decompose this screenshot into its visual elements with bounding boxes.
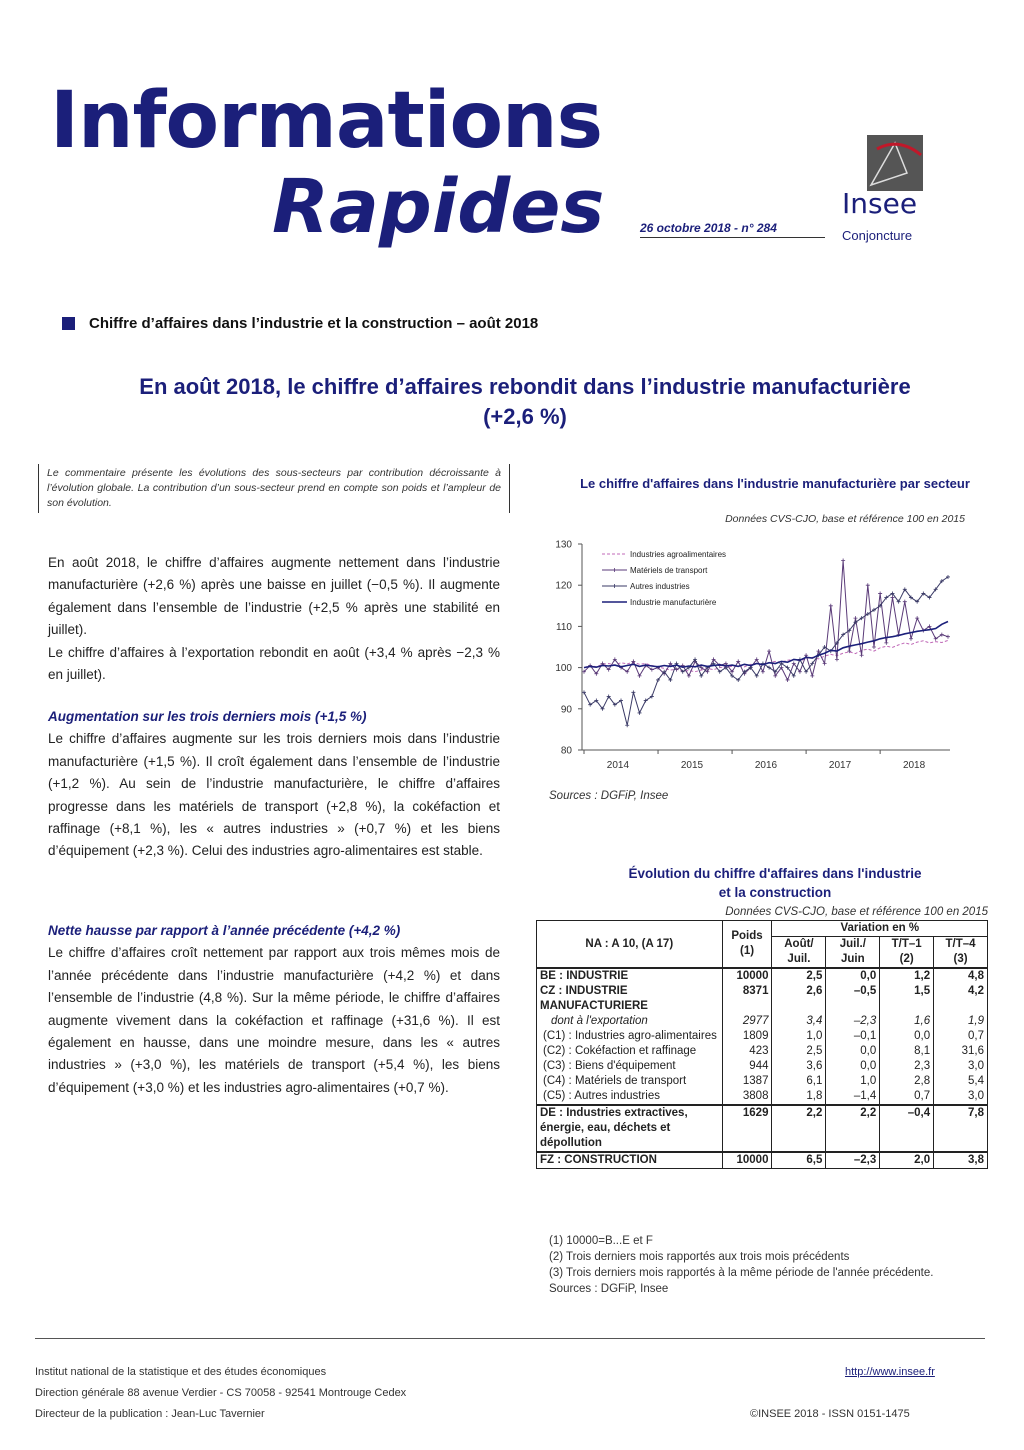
chart-title: Le chiffre d'affaires dans l'industrie manufacturière par secteur bbox=[580, 476, 970, 491]
x-tick-label: 2015 bbox=[680, 760, 704, 771]
x-tick-label: 2017 bbox=[828, 760, 852, 771]
data-point bbox=[860, 653, 864, 657]
data-point bbox=[890, 596, 894, 600]
row-juil: 1,0 bbox=[826, 1074, 880, 1089]
table-title bbox=[560, 864, 990, 902]
row-label: CZ : INDUSTRIE MANUFACTURIERE bbox=[537, 984, 723, 1014]
header-tt4-1: T/T–4 bbox=[945, 938, 976, 950]
row-tt1: 0,7 bbox=[880, 1089, 934, 1105]
row-juil: –0,5 bbox=[826, 984, 880, 1014]
row-tt1: 1,2 bbox=[880, 968, 934, 984]
row-aout: 6,5 bbox=[772, 1152, 826, 1169]
footer-institute: Institut national de la statistique et des études économiques bbox=[35, 1366, 327, 1378]
row-tt4: 31,6 bbox=[961, 1045, 984, 1057]
data-point bbox=[835, 657, 839, 661]
header-poids bbox=[722, 921, 772, 969]
paragraph-4: Le chiffre d’affaires croît nettement par rapport aux trois mêmes mois de l’année précédente dans l’industrie manufacturière (+4,2 %) et dans l’ensemble de l’industrie (4,8 %). Sur la même période, le chiffre d’affaires augmente vivement dans la cokéfaction et raffinage (+31,6 %). Il est également en hausse, dans une moindre mesure, dans les « autres industries » (+3,0 %), les matériels de transport (+5,4 %), les biens d’équipement (+3,0 %) et les industries agro-alimentaires (+0,7 %). bbox=[48, 945, 500, 1095]
headline-line-2: (+2,6 %) bbox=[483, 404, 567, 429]
row-label: (C3) : Biens d'équipement bbox=[537, 1059, 723, 1074]
data-point bbox=[884, 641, 888, 645]
y-tick-label: 80 bbox=[560, 745, 572, 757]
row-juil: –2,3 bbox=[826, 1152, 880, 1169]
data-point bbox=[878, 591, 882, 595]
paragraph-2: Le chiffre d’affaires à l’exportation rebondit en août (+3,4 % après −2,3 % en juillet). bbox=[48, 644, 500, 683]
data-point bbox=[903, 600, 907, 604]
issue-dateline: 26 octobre 2018 - n° 284 bbox=[640, 221, 825, 238]
y-tick-label: 100 bbox=[555, 663, 572, 675]
row-poids: 8371 bbox=[722, 984, 772, 1014]
header-aout-2: Juil. bbox=[787, 953, 811, 965]
row-juil: –2,3 bbox=[826, 1014, 880, 1029]
row-tt4: 3,8 bbox=[934, 1152, 988, 1169]
row-label: dont à l'exportation bbox=[537, 1014, 723, 1029]
row-tt1: 2,8 bbox=[880, 1074, 934, 1089]
row-tt4: 3,0 bbox=[968, 1060, 984, 1072]
masthead-subtitle: Rapides bbox=[272, 164, 605, 250]
chart-source: Sources : DGFiP, Insee bbox=[549, 790, 669, 802]
data-point bbox=[582, 690, 586, 694]
data-point bbox=[872, 645, 876, 649]
row-label: FZ : CONSTRUCTION bbox=[537, 1152, 723, 1169]
y-tick-label: 90 bbox=[560, 704, 572, 716]
footnote-2: (2) Trois derniers mois rapportés aux trois mois précédents bbox=[549, 1251, 850, 1263]
headline bbox=[60, 372, 990, 432]
table-row bbox=[537, 984, 988, 1014]
row-juil: 0,0 bbox=[826, 1044, 880, 1059]
subheading-1: Augmentation sur les trois derniers mois (+1,5 %) bbox=[48, 709, 367, 724]
data-point bbox=[631, 690, 635, 694]
data-point bbox=[638, 711, 642, 715]
header-juil bbox=[826, 937, 880, 969]
header-tt4-2: (3) bbox=[953, 953, 968, 965]
row-label: (C1) : Industries agro-alimentaires bbox=[537, 1029, 723, 1044]
row-juil: –1,4 bbox=[826, 1089, 880, 1105]
data-point bbox=[909, 637, 913, 641]
rubric bbox=[62, 315, 538, 332]
header-aout bbox=[772, 937, 826, 969]
logo-text: Insee bbox=[842, 187, 918, 220]
x-tick-label: 2014 bbox=[606, 760, 630, 771]
header-poids-1: Poids bbox=[731, 930, 763, 942]
chart-note: Données CVS-CJO, base et référence 100 en 2015 bbox=[725, 513, 965, 525]
table-row bbox=[537, 1089, 988, 1105]
data-point bbox=[810, 674, 814, 678]
data-point bbox=[915, 616, 919, 620]
table-row bbox=[537, 1029, 988, 1044]
rubric-text: Chiffre d’affaires dans l’industrie et la construction – août 2018 bbox=[89, 315, 539, 332]
data-point bbox=[829, 604, 833, 608]
row-aout: 2,2 bbox=[772, 1105, 826, 1152]
y-tick-label: 130 bbox=[555, 539, 572, 551]
row-tt1: 2,3 bbox=[880, 1059, 934, 1074]
row-label: (C2) : Cokéfaction et raffinage bbox=[537, 1044, 723, 1059]
row-tt1: –0,4 bbox=[880, 1105, 934, 1152]
row-poids: 1809 bbox=[722, 1029, 772, 1044]
square-bullet-icon bbox=[62, 317, 75, 330]
row-tt1: 0,0 bbox=[880, 1029, 934, 1044]
series-line-0 bbox=[584, 640, 948, 671]
header-poids-2: (1) bbox=[739, 945, 755, 957]
header-variation: Variation en % bbox=[772, 921, 988, 937]
masthead-title: Informations bbox=[50, 76, 603, 166]
row-poids: 1387 bbox=[722, 1074, 772, 1089]
logo-mark-icon bbox=[867, 135, 923, 191]
row-label: DE : Industries extractives, énergie, eau, déchets et dépollution bbox=[537, 1105, 723, 1152]
header-juil-2: Juin bbox=[840, 953, 865, 965]
table-row bbox=[537, 1014, 988, 1029]
headline-line-1: En août 2018, le chiffre d’affaires rebondit dans l’industrie manufacturière bbox=[139, 374, 911, 399]
table-row bbox=[537, 968, 988, 984]
legend-label: Industries agroalimentaires bbox=[630, 550, 727, 559]
row-aout: 2,5 bbox=[772, 968, 826, 984]
body-intro bbox=[48, 552, 500, 686]
row-tt4: 4,2 bbox=[968, 985, 984, 997]
data-point bbox=[946, 635, 950, 639]
row-poids: 10000 bbox=[722, 968, 772, 984]
table-row bbox=[537, 1044, 988, 1059]
row-tt1: 1,5 bbox=[880, 984, 934, 1014]
legend-label: Autres industries bbox=[630, 582, 690, 591]
data-point bbox=[767, 649, 771, 653]
row-aout: 3,4 bbox=[772, 1014, 826, 1029]
row-tt4: 1,9 bbox=[968, 1015, 984, 1027]
insee-logo bbox=[840, 135, 930, 247]
row-juil: 2,2 bbox=[826, 1105, 880, 1152]
row-poids: 10000 bbox=[722, 1152, 772, 1169]
data-point bbox=[853, 616, 857, 620]
footnote-source: Sources : DGFiP, Insee bbox=[549, 1283, 669, 1295]
data-point bbox=[841, 558, 845, 562]
table-note: Données CVS-CJO, base et référence 100 en 2015 bbox=[725, 906, 988, 918]
section-three-months bbox=[48, 706, 500, 863]
legend-label: Matériels de transport bbox=[630, 566, 708, 575]
data-table bbox=[536, 920, 988, 1169]
header-tt1-1: T/T–1 bbox=[891, 938, 922, 950]
header-tt4 bbox=[934, 937, 988, 969]
row-poids: 423 bbox=[722, 1044, 772, 1059]
table-title-line-1: Évolution du chiffre d'affaires dans l'industrie bbox=[628, 866, 922, 881]
line-chart bbox=[540, 532, 980, 782]
header-tt1-2: (2) bbox=[899, 953, 914, 965]
table-row bbox=[537, 1152, 988, 1169]
logo-conjoncture: Conjoncture bbox=[842, 228, 913, 243]
row-tt4: 7,8 bbox=[934, 1105, 988, 1152]
legend-label: Industrie manufacturière bbox=[630, 598, 717, 607]
row-label: BE : INDUSTRIE bbox=[537, 968, 723, 984]
row-aout: 2,6 bbox=[772, 984, 826, 1014]
footer-divider bbox=[35, 1338, 985, 1339]
row-aout: 1,8 bbox=[772, 1089, 826, 1105]
data-point bbox=[638, 674, 642, 678]
legend-marker bbox=[613, 568, 617, 572]
data-point bbox=[625, 723, 629, 727]
table-row bbox=[537, 1074, 988, 1089]
footnote-3: (3) Trois derniers mois rapportés à la même période de l'année précédente. bbox=[549, 1267, 934, 1279]
paragraph-1: En août 2018, le chiffre d’affaires augmente nettement dans l’industrie manufacturière (+2,6 %) après une baisse en juillet (−0,5 %). Il augmente également dans l’ensemble de l’industrie (+2,5 % après une stabilité en juillet). bbox=[48, 555, 500, 638]
footer-copyright: ©INSEE 2018 - ISSN 0151-1475 bbox=[750, 1408, 910, 1420]
y-tick-label: 110 bbox=[556, 621, 572, 633]
data-point bbox=[687, 674, 691, 678]
header-aout-1: Août/ bbox=[784, 938, 814, 950]
footer-director: Directeur de la publication : Jean-Luc Tavernier bbox=[35, 1408, 265, 1420]
row-tt4: 0,7 bbox=[968, 1030, 984, 1042]
row-tt1: 2,0 bbox=[880, 1152, 934, 1169]
data-point bbox=[823, 661, 827, 665]
table-title-line-2: et la construction bbox=[718, 885, 832, 900]
row-poids: 944 bbox=[722, 1059, 772, 1074]
legend-marker bbox=[613, 584, 617, 588]
row-tt1: 1,6 bbox=[880, 1014, 934, 1029]
row-tt1: 8,1 bbox=[880, 1044, 934, 1059]
y-tick-label: 120 bbox=[555, 580, 572, 592]
header-na: NA : A 10, (A 17) bbox=[537, 921, 723, 969]
footnote-1: (1) 10000=B...E et F bbox=[549, 1235, 653, 1247]
header-juil-1: Juil./ bbox=[839, 938, 866, 950]
row-poids: 2977 bbox=[722, 1014, 772, 1029]
subheading-2: Nette hausse par rapport à l’année précédente (+4,2 %) bbox=[48, 923, 401, 938]
row-aout: 2,5 bbox=[772, 1044, 826, 1059]
row-label: (C5) : Autres industries bbox=[537, 1089, 723, 1105]
row-aout: 3,6 bbox=[772, 1059, 826, 1074]
row-tt4: 4,8 bbox=[968, 970, 984, 982]
table-footnotes bbox=[549, 1233, 949, 1297]
row-poids: 3808 bbox=[722, 1089, 772, 1105]
series-line-1 bbox=[584, 561, 948, 681]
table-row bbox=[537, 1105, 988, 1152]
row-label: (C4) : Matériels de transport bbox=[537, 1074, 723, 1089]
table-row bbox=[537, 1059, 988, 1074]
section-year-on-year bbox=[48, 920, 500, 1099]
data-point bbox=[866, 583, 870, 587]
paragraph-3: Le chiffre d’affaires augmente sur les trois derniers mois dans l’industrie manufacturière (+1,5 %). Il croît également dans l’ensemble de l’industrie (+1,2 %). Au sein de l’industrie manufacturière, le chiffre d’affaires progresse dans les matériels de transport (+2,8 %), la cokéfaction et raffinage (+8,1 %), les « autres industries » (+0,7 %) et les biens d’équipement (+2,3 %). Celui des industries agro-alimentaires est stable. bbox=[48, 731, 500, 859]
row-tt4: 3,0 bbox=[968, 1090, 984, 1102]
header-tt1 bbox=[880, 937, 934, 969]
row-aout: 6,1 bbox=[772, 1074, 826, 1089]
row-juil: 0,0 bbox=[826, 1059, 880, 1074]
data-point bbox=[786, 678, 790, 682]
x-tick-label: 2016 bbox=[754, 760, 778, 771]
row-poids: 1629 bbox=[722, 1105, 772, 1152]
row-aout: 1,0 bbox=[772, 1029, 826, 1044]
insee-website-link[interactable]: http://www.insee.fr bbox=[845, 1366, 935, 1378]
data-point bbox=[761, 670, 765, 674]
row-tt4: 5,4 bbox=[968, 1075, 984, 1087]
row-juil: –0,1 bbox=[826, 1029, 880, 1044]
x-tick-label: 2018 bbox=[902, 760, 926, 771]
footer-address: Direction générale 88 avenue Verdier - CS 70058 - 92541 Montrouge Cedex bbox=[35, 1387, 407, 1399]
methodology-note: Le commentaire présente les évolutions des sous-secteurs par contribution décroissante à l’évolution globale. La contribution d’un sous-secteur prend en compte son poids et l’ampleur de son évolution. bbox=[38, 464, 510, 513]
row-juil: 0,0 bbox=[826, 968, 880, 984]
